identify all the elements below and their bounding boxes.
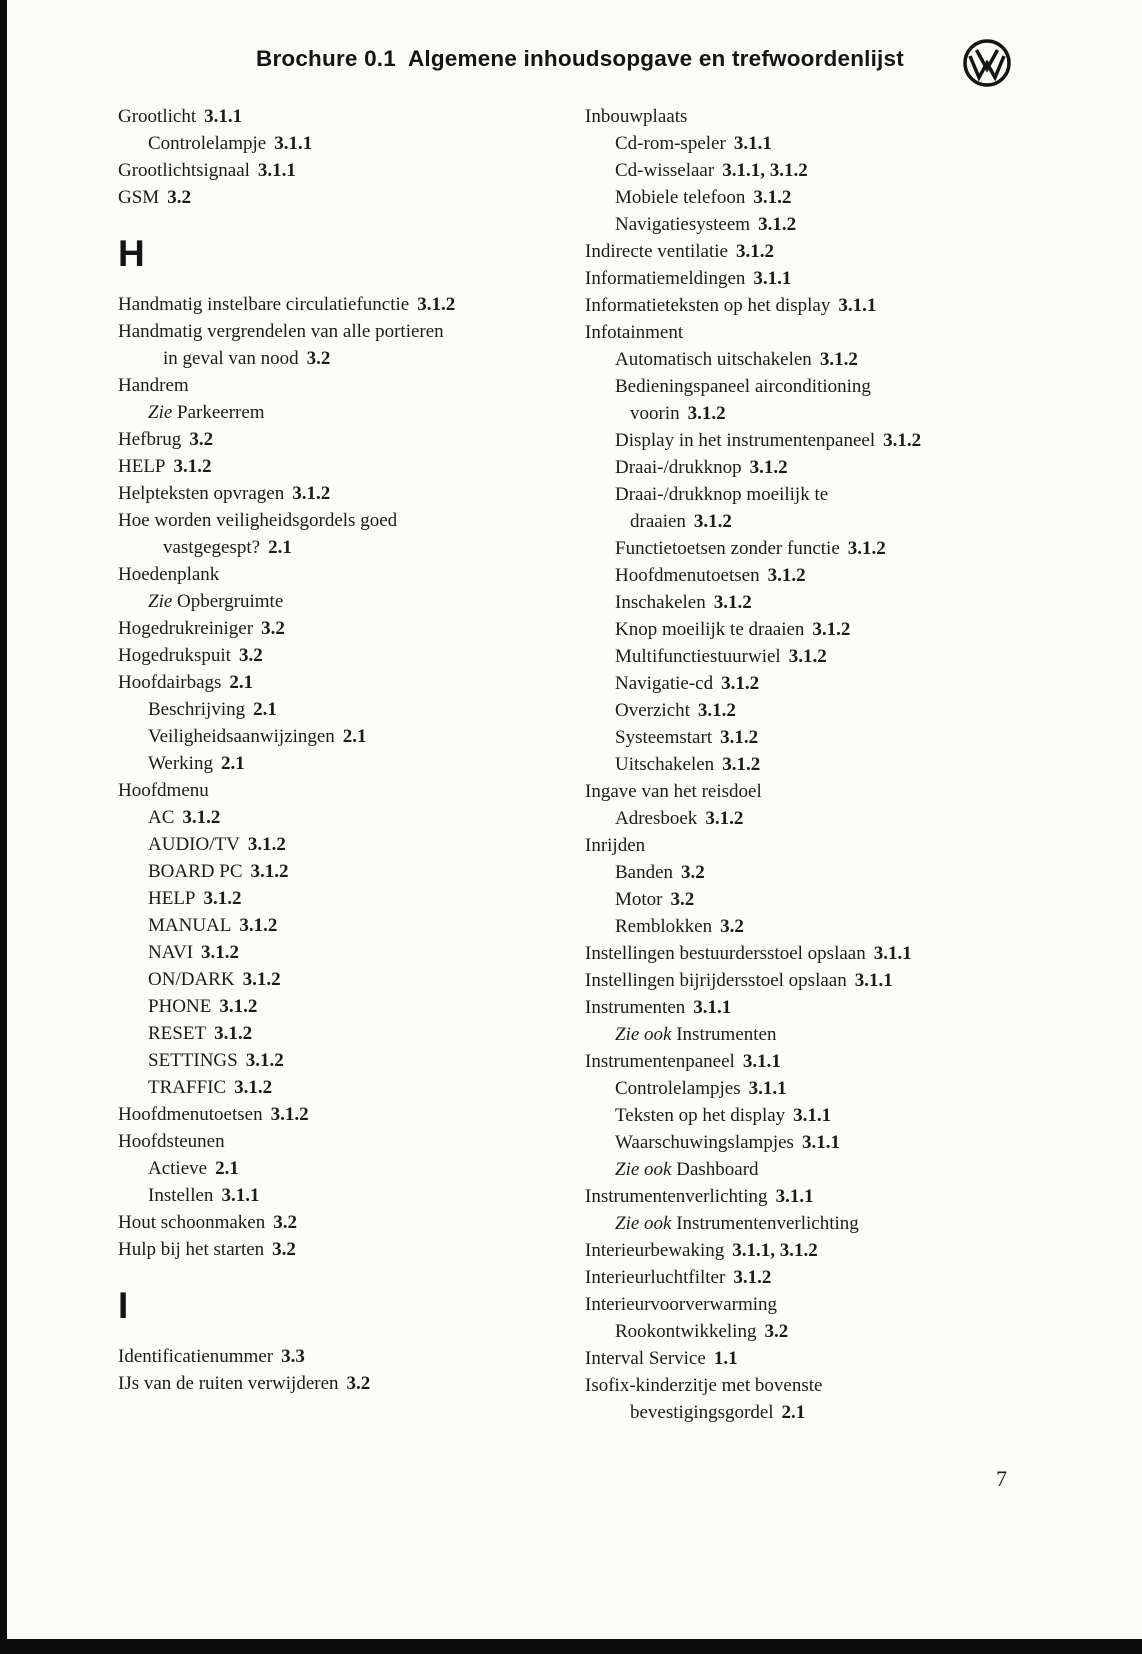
entry-page-ref: 3.2 (764, 1321, 789, 1342)
entry-term: Overzicht (615, 700, 690, 721)
entry-term: Instellingen bijrijdersstoel opslaan (585, 970, 847, 991)
index-entry (585, 886, 1071, 913)
entry-term: Bedieningspaneel airconditioning (615, 376, 871, 397)
entry-page-ref: 3.1.1 (733, 133, 772, 154)
index-entry (585, 1075, 1071, 1102)
cross-reference-prefix: Zie (148, 402, 178, 423)
entry-term: Hoofdsteunen (118, 1131, 225, 1152)
entry-page-ref: 3.1.2 (735, 241, 774, 262)
index-entry (118, 966, 570, 993)
entry-term: Navigatiesysteem (615, 214, 751, 235)
index-entry (585, 157, 1071, 184)
entry-term: Uitschakelen (615, 754, 715, 775)
index-entry (585, 1399, 1071, 1426)
entry-page-ref: 3.1.2 (234, 1077, 273, 1098)
entry-term: Isofix-kinderzitje met bovenste (585, 1375, 823, 1396)
entry-term: HELP (148, 888, 196, 909)
index-entry (118, 1370, 570, 1397)
entry-term: Veiligheidsaanwijzingen (148, 726, 335, 747)
entry-page-ref: 3.2 (306, 348, 331, 369)
entry-page-ref: 3.1.1 (693, 997, 732, 1018)
scan-edge-left (0, 0, 7, 1654)
entry-term: Opbergruimte (177, 591, 284, 612)
index-entry (118, 669, 570, 696)
entry-term: vastgegespt? (163, 537, 261, 558)
index-entry (118, 750, 570, 777)
section-letter-i: I (118, 1285, 129, 1326)
entry-page-ref: 3.2 (273, 1212, 297, 1233)
entry-page-ref: 3.2 (189, 429, 214, 450)
index-entry (585, 1345, 1071, 1372)
entry-page-ref: 3.1.2 (242, 969, 281, 990)
entry-term: Actieve (148, 1158, 208, 1179)
index-entry (585, 1183, 1071, 1210)
index-entry (585, 913, 1071, 940)
index-entry (118, 399, 570, 426)
entry-page-ref: 3.2 (238, 645, 263, 666)
entry-term: Indirecte ventilatie (585, 241, 728, 262)
index-entry (118, 993, 570, 1020)
entry-term: Inrijden (585, 835, 646, 856)
entry-page-ref: 3.1.2 (417, 294, 456, 315)
index-entry (585, 103, 1071, 130)
entry-term: Werking (148, 753, 213, 774)
entry-page-ref: 3.1.1, 3.1.2 (722, 160, 808, 181)
index-entry (585, 1021, 1071, 1048)
entry-term: Grootlicht (118, 106, 197, 127)
cross-reference-prefix: Zie ook (615, 1159, 677, 1180)
entry-page-ref: 2.1 (342, 726, 367, 747)
index-entry (118, 696, 570, 723)
entry-term: Navigatie-cd (615, 673, 714, 694)
entry-term: Adresboek (615, 808, 698, 829)
index-entry (118, 130, 570, 157)
entry-page-ref: 3.1.2 (203, 888, 242, 909)
index-entry (585, 400, 1071, 427)
index-entry (118, 184, 570, 211)
entry-term: Draai-/drukknop (615, 457, 742, 478)
entry-page-ref: 2.1 (268, 537, 292, 558)
entry-term: Instrumentenverlichting (676, 1213, 859, 1234)
entry-page-ref: 3.1.1 (204, 106, 243, 127)
entry-term: AUDIO/TV (148, 834, 240, 855)
entry-term: in geval van nood (163, 348, 299, 369)
entry-term: Identificatienummer (118, 1346, 274, 1367)
index-entry (118, 318, 570, 345)
entry-page-ref: 3.2 (346, 1373, 371, 1394)
entry-page-ref: 3.1.1, 3.1.2 (732, 1240, 818, 1261)
entry-page-ref: 3.1.2 (819, 349, 858, 370)
entry-term: IJs van de ruiten verwijderen (118, 1373, 339, 1394)
entry-term: Instrumenten (676, 1024, 777, 1045)
entry-term: Automatisch uitschakelen (615, 349, 812, 370)
entry-term: Controlelampjes (615, 1078, 741, 1099)
entry-page-ref: 3.3 (281, 1346, 305, 1367)
index-entry (118, 345, 570, 372)
index-entry (585, 616, 1071, 643)
index-entry (585, 265, 1071, 292)
entry-term: Interval Service (585, 1348, 706, 1369)
entry-term: Interieurvoorverwarming (585, 1294, 778, 1315)
entry-term: Draai-/drukknop moeilijk te (615, 484, 829, 505)
entry-page-ref: 3.2 (670, 889, 695, 910)
entry-page-ref: 3.1.2 (182, 807, 221, 828)
entry-page-ref: 3.1.2 (687, 403, 726, 424)
index-entry (118, 1182, 570, 1209)
entry-term: Teksten op het display (615, 1105, 786, 1126)
entry-term: GSM (118, 187, 160, 208)
entry-term: Waarschuwingslampjes (615, 1132, 794, 1153)
entry-page-ref: 3.1.2 (201, 942, 240, 963)
entry-page-ref: 3.1.1 (775, 1186, 814, 1207)
entry-term: SETTINGS (148, 1050, 238, 1071)
cross-reference-prefix: Zie ook (615, 1024, 677, 1045)
index-entry (118, 939, 570, 966)
entry-page-ref: 3.2 (681, 862, 705, 883)
entry-term: Instellingen bestuurdersstoel opslaan (585, 943, 866, 964)
index-entry (118, 723, 570, 750)
entry-page-ref: 3.1.2 (753, 187, 792, 208)
index-entry (118, 1101, 570, 1128)
entry-page-ref: 3.2 (261, 618, 285, 639)
entry-term: TRAFFIC (148, 1077, 227, 1098)
index-entry (118, 804, 570, 831)
entry-page-ref: 3.1.1 (748, 1078, 787, 1099)
entry-page-ref: 3.1.2 (812, 619, 851, 640)
entry-page-ref: 3.1.2 (847, 538, 886, 559)
index-entry (118, 372, 570, 399)
index-entry (585, 778, 1071, 805)
entry-term: BOARD PC (148, 861, 243, 882)
index-entry (585, 1048, 1071, 1075)
index-entry (118, 777, 570, 804)
entry-term: bevestigingsgordel (630, 1402, 774, 1423)
index-entry (118, 1020, 570, 1047)
index-entry (585, 184, 1071, 211)
entry-term: Systeemstart (615, 727, 713, 748)
index-entry (118, 1343, 570, 1370)
index-entry (585, 1372, 1071, 1399)
index-entry (118, 157, 570, 184)
entry-page-ref: 3.1.2 (292, 483, 331, 504)
entry-page-ref: 3.1.2 (239, 915, 278, 936)
entry-page-ref: 3.1.1 (873, 943, 912, 964)
index-entry (585, 292, 1071, 319)
entry-page-ref: 3.1.2 (713, 592, 752, 613)
index-entry (585, 1237, 1071, 1264)
vw-logo-icon (962, 38, 1012, 88)
entry-page-ref: 2.1 (220, 753, 245, 774)
entry-term: Hoofdmenutoetsen (615, 565, 760, 586)
index-entry (118, 1209, 570, 1236)
entry-page-ref: 3.1.2 (705, 808, 744, 829)
entry-page-ref: 3.1.2 (788, 646, 827, 667)
entry-page-ref: 3.2 (272, 1239, 296, 1260)
entry-term: Hoofdmenutoetsen (118, 1104, 263, 1125)
index-entry (585, 859, 1071, 886)
index-entry (118, 453, 570, 480)
entry-page-ref: 3.1.1 (274, 133, 313, 154)
index-entry (585, 1318, 1071, 1345)
entry-page-ref: 3.1.2 (214, 1023, 253, 1044)
entry-term: voorin (630, 403, 680, 424)
section-letter-h: H (118, 233, 145, 274)
entry-term: PHONE (148, 996, 212, 1017)
index-entry (118, 1236, 570, 1263)
page-header (0, 38, 1142, 90)
entry-term: Motor (615, 889, 663, 910)
entry-term: Interieurbewaking (585, 1240, 725, 1261)
index-entry (585, 994, 1071, 1021)
entry-term: Hefbrug (118, 429, 182, 450)
index-entry (585, 832, 1071, 859)
entry-page-ref: 3.1.2 (720, 727, 759, 748)
entry-page-ref: 3.1.1 (854, 970, 893, 991)
index-entry (585, 967, 1071, 994)
index-entry (118, 534, 570, 561)
entry-term: Handmatig instelbare circulatiefunctie (118, 294, 410, 315)
entry-term: AC (148, 807, 175, 828)
entry-term: Interieurluchtfilter (585, 1267, 726, 1288)
entry-term: Handmatig vergrendelen van alle portieren (118, 321, 444, 342)
entry-page-ref: 2.1 (253, 699, 277, 720)
index-entry (118, 291, 570, 318)
index-column-right (585, 103, 1071, 1426)
entry-page-ref: 3.1.2 (219, 996, 258, 1017)
index-entry (118, 103, 570, 130)
index-entry (585, 346, 1071, 373)
entry-page-ref: 3.1.2 (883, 430, 922, 451)
index-entry (585, 589, 1071, 616)
index-entry (585, 724, 1071, 751)
index-entry (585, 211, 1071, 238)
entry-term: Hoofdmenu (118, 780, 209, 801)
entry-page-ref: 3.1.2 (693, 511, 732, 532)
index-entry (118, 912, 570, 939)
entry-page-ref: 3.1.2 (733, 1267, 772, 1288)
entry-term: Mobiele telefoon (615, 187, 746, 208)
entry-term: Display in het instrumentenpaneel (615, 430, 876, 451)
entry-page-ref: 2.1 (781, 1402, 806, 1423)
index-entry (585, 805, 1071, 832)
index-entry (118, 426, 570, 453)
entry-term: Cd-wisselaar (615, 160, 715, 181)
entry-term: NAVI (148, 942, 194, 963)
entry-page-ref: 3.1.2 (250, 861, 289, 882)
entry-term: Inbouwplaats (585, 106, 688, 127)
entry-term: Inschakelen (615, 592, 706, 613)
entry-page-ref: 3.1.2 (749, 457, 788, 478)
scan-edge-bottom (0, 1639, 1142, 1654)
entry-page-ref: 3.2 (720, 916, 744, 937)
entry-page-ref: 3.1.2 (270, 1104, 309, 1125)
entry-page-ref: 3.1.2 (245, 1050, 284, 1071)
index-entry (585, 427, 1071, 454)
entry-page-ref: 2.1 (229, 672, 254, 693)
cross-reference-prefix: Zie (148, 591, 178, 612)
entry-term: Grootlichtsignaal (118, 160, 250, 181)
entry-page-ref: 3.1.1 (793, 1105, 832, 1126)
entry-page-ref: 1.1 (713, 1348, 738, 1369)
entry-term: Hulp bij het starten (118, 1239, 265, 1260)
index-entry (118, 831, 570, 858)
index-entry (585, 130, 1071, 157)
entry-page-ref: 3.1.1 (221, 1185, 260, 1206)
index-entry (585, 562, 1071, 589)
entry-term: Hogedrukspuit (118, 645, 231, 666)
index-entry (118, 507, 570, 534)
index-entry (118, 858, 570, 885)
entry-term: Controlelampje (148, 133, 267, 154)
entry-term: Multifunctiestuurwiel (615, 646, 781, 667)
index-entry (118, 615, 570, 642)
entry-term: Banden (615, 862, 674, 883)
entry-term: Instrumenten (585, 997, 686, 1018)
entry-term: Instrumentenpaneel (585, 1051, 735, 1072)
entry-term: draaien (630, 511, 686, 532)
entry-term: Hout schoonmaken (118, 1212, 266, 1233)
index-entry (118, 480, 570, 507)
entry-term: Beschrijving (148, 699, 246, 720)
index-entry (585, 1210, 1071, 1237)
entry-page-ref: 3.1.2 (758, 214, 797, 235)
entry-term: HELP (118, 456, 166, 477)
entry-term: Parkeerrem (177, 402, 265, 423)
entry-page-ref: 3.2 (167, 187, 191, 208)
index-entry (585, 535, 1071, 562)
entry-term: Instellen (148, 1185, 214, 1206)
title-text: Algemene inhoudsopgave en trefwoordenlijst (407, 46, 904, 71)
index-entry (585, 238, 1071, 265)
entry-term: Remblokken (615, 916, 713, 937)
entry-term: Knop moeilijk te draaien (615, 619, 805, 640)
entry-term: Instrumentenverlichting (585, 1186, 768, 1207)
index-entry (585, 751, 1071, 778)
index-entry (585, 508, 1071, 535)
index-entry (585, 670, 1071, 697)
entry-term: ON/DARK (148, 969, 235, 990)
entry-term: Dashboard (676, 1159, 759, 1180)
index-entry (585, 1264, 1071, 1291)
entry-page-ref: 3.1.1 (838, 295, 877, 316)
entry-term: MANUAL (148, 915, 232, 936)
entry-term: Hoedenplank (118, 564, 220, 585)
index-entry (118, 1074, 570, 1101)
index-entry (585, 643, 1071, 670)
index-entry (585, 481, 1071, 508)
entry-term: Informatiemeldingen (585, 268, 746, 289)
index-entry (118, 885, 570, 912)
entry-page-ref: 3.1.2 (767, 565, 806, 586)
index-entry (585, 454, 1071, 481)
title-brochure-number: Brochure 0.1 (256, 46, 396, 71)
entry-page-ref: 3.1.2 (722, 754, 761, 775)
entry-term: Rookontwikkeling (615, 1321, 757, 1342)
entry-page-ref: 2.1 (215, 1158, 239, 1179)
entry-page-ref: 3.1.2 (697, 700, 736, 721)
entry-page-ref: 3.1.2 (247, 834, 286, 855)
entry-term: Functietoetsen zonder functie (615, 538, 840, 559)
entry-term: Ingave van het reisdoel (585, 781, 762, 802)
index-entry (585, 1291, 1071, 1318)
index-entry (118, 642, 570, 669)
entry-page-ref: 3.1.1 (257, 160, 296, 181)
index-entry (118, 588, 570, 615)
page-title (256, 46, 904, 72)
entry-term: Infotainment (585, 322, 684, 343)
index-entry (585, 1102, 1071, 1129)
index-entry (585, 373, 1071, 400)
entry-term: Hoe worden veiligheidsgordels goed (118, 510, 398, 531)
entry-term: Hogedrukreiniger (118, 618, 254, 639)
index-entry (585, 1156, 1071, 1183)
entry-term: Handrem (118, 375, 189, 396)
index-column-left (118, 103, 570, 1397)
entry-page-ref: 3.1.1 (753, 268, 792, 289)
page-number: 7 (996, 1466, 1007, 1491)
index-entry (585, 319, 1071, 346)
index-entry (585, 940, 1071, 967)
entry-term: Helpteksten opvragen (118, 483, 285, 504)
entry-page-ref: 3.1.2 (721, 673, 760, 694)
entry-page-ref: 3.1.1 (742, 1051, 781, 1072)
index-entry (585, 1129, 1071, 1156)
index-entry (118, 561, 570, 588)
index-entry (585, 697, 1071, 724)
index-entry (118, 1128, 570, 1155)
index-entry (118, 1155, 570, 1182)
entry-page-ref: 3.1.1 (801, 1132, 840, 1153)
index-entry (118, 1047, 570, 1074)
entry-term: Cd-rom-speler (615, 133, 726, 154)
entry-term: Hoofdairbags (118, 672, 222, 693)
cross-reference-prefix: Zie ook (615, 1213, 677, 1234)
entry-page-ref: 3.1.2 (173, 456, 212, 477)
entry-term: Informatieteksten op het display (585, 295, 831, 316)
entry-term: RESET (148, 1023, 207, 1044)
